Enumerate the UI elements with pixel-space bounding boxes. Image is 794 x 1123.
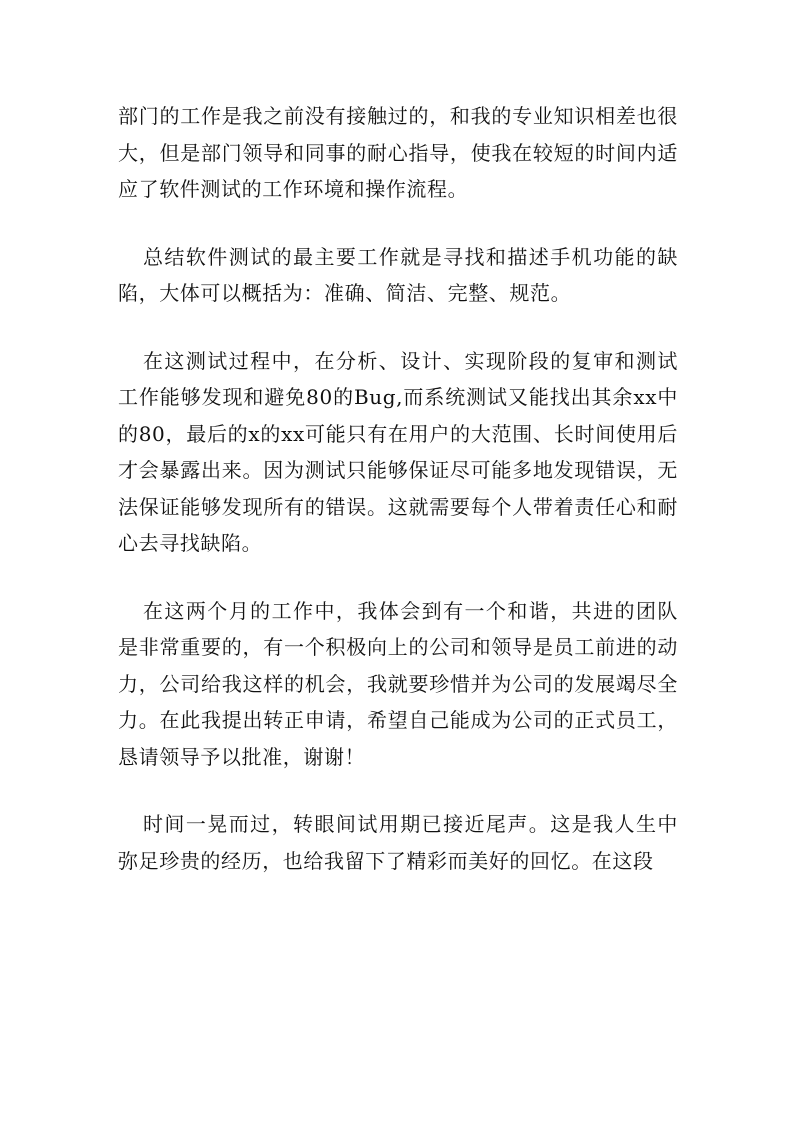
paragraph-5: 时间一晃而过，转眼间试用期已接近尾声。这是我人生中弥足珍贵的经历，也给我留下了精彩而美好的回忆。在这段 [118,812,678,873]
paragraph-4: 在这两个月的工作中，我体会到有一个和谐，共进的团队是非常重要的，有一个积极向上的公司和领导是员工前进的动力，公司给我这样的机会，我就要珍惜并为公司的发展竭尽全力。在此我提出转正申请，希望自己能成为公司的正式员工，恳请领导予以批准，谢谢！ [118,598,678,769]
paragraph-2: 总结软件测试的最主要工作就是寻找和描述手机功能的缺陷，大体可以概括为：准确、简洁、完整、规范。 [118,244,678,305]
document-body [118,98,678,879]
paragraph-3: 在这测试过程中，在分析、设计、实现阶段的复审和测试工作能够发现和避免80的Bug,而系统测试又能找出其余xx中的80，最后的x的xx可能只有在用户的大范围、长时间使用后才会暴露出来。因为测试只能够保证尽可能多地发现错误，无法保证能够发现所有的错误。这就需要每个人带着责任心和耐心去寻找缺陷。 [118,348,678,555]
paragraph-1: 部门的工作是我之前没有接触过的，和我的专业知识相差也很大，但是部门领导和同事的耐心指导，使我在较短的时间内适应了软件测试的工作环境和操作流程。 [118,104,678,201]
